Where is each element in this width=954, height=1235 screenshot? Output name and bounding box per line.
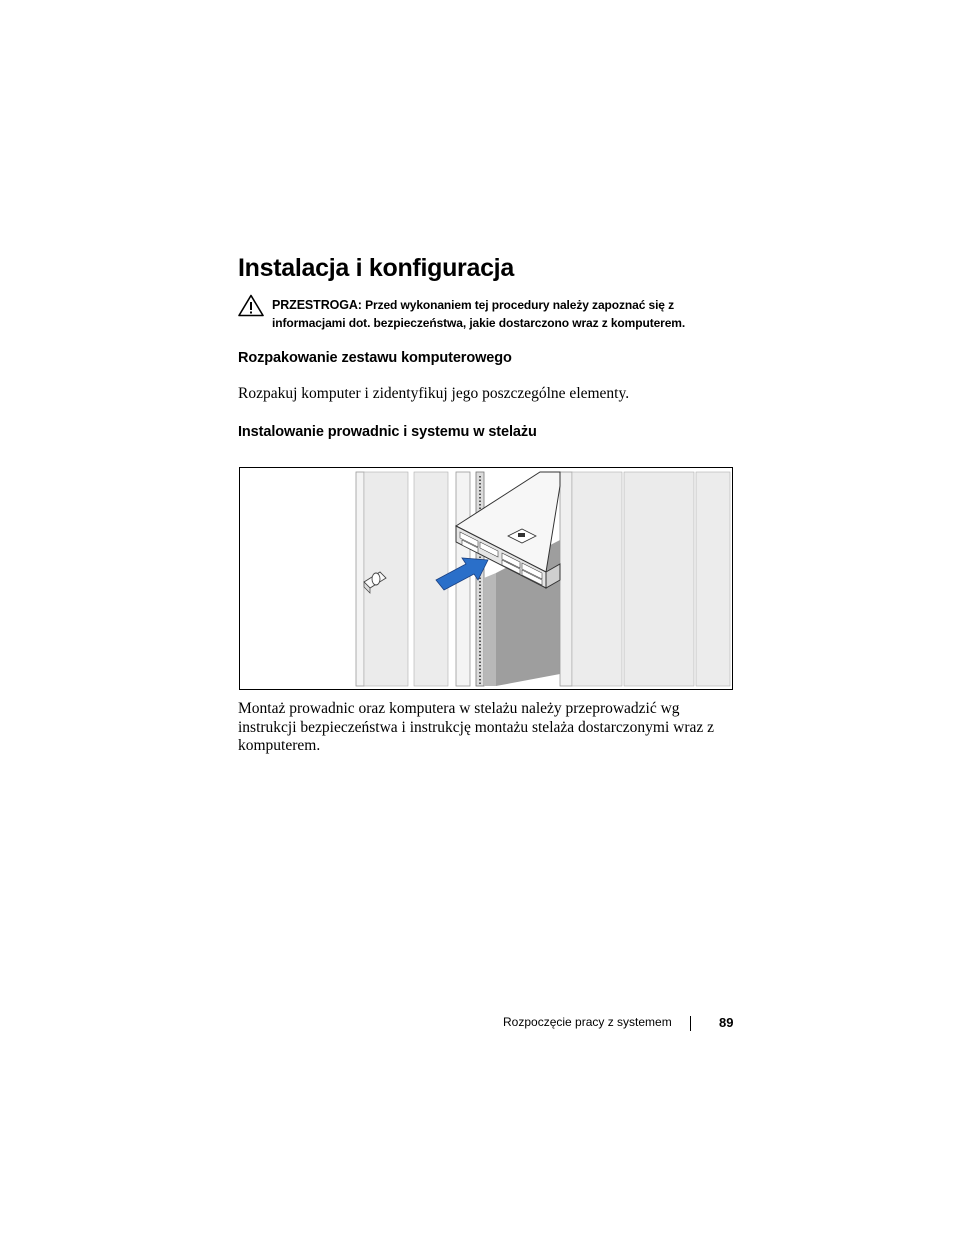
footer-chapter-title: Rozpoczęcie pracy z systemem [503,1015,672,1029]
footer-separator [690,1016,691,1031]
section-body-rails: Montaż prowadnic oraz komputera w stelażu należy przeprowadzić wg instrukcji bezpieczeństwa i instrukcję montażu stelaża dostarczonymi wraz z komputerem. [238,700,715,754]
caution-text [272,296,742,332]
section-heading-unpacking: Rozpakowanie zestawu komputerowego [238,350,512,366]
caution-label: PRZESTROGA: [272,298,362,312]
page-heading: Instalacja i konfiguracja [238,254,514,282]
rack-installation-illustration [239,467,733,690]
section-body-unpacking: Rozpakuj komputer i zidentyfikuj jego poszczególne elementy. [238,385,630,402]
rack-illustration-graphic [240,468,732,689]
caution-line-1: Przed wykonaniem tej procedury należy zapoznać się z [365,298,675,312]
page-number: 89 [719,1015,734,1030]
section-heading-rails: Instalowanie prowadnic i systemu w stelażu [238,424,537,440]
caution-line-2: informacjami dot. bezpieczeństwa, jakie dostarczono wraz z komputerem. [272,316,686,330]
warning-triangle-icon [238,294,264,317]
